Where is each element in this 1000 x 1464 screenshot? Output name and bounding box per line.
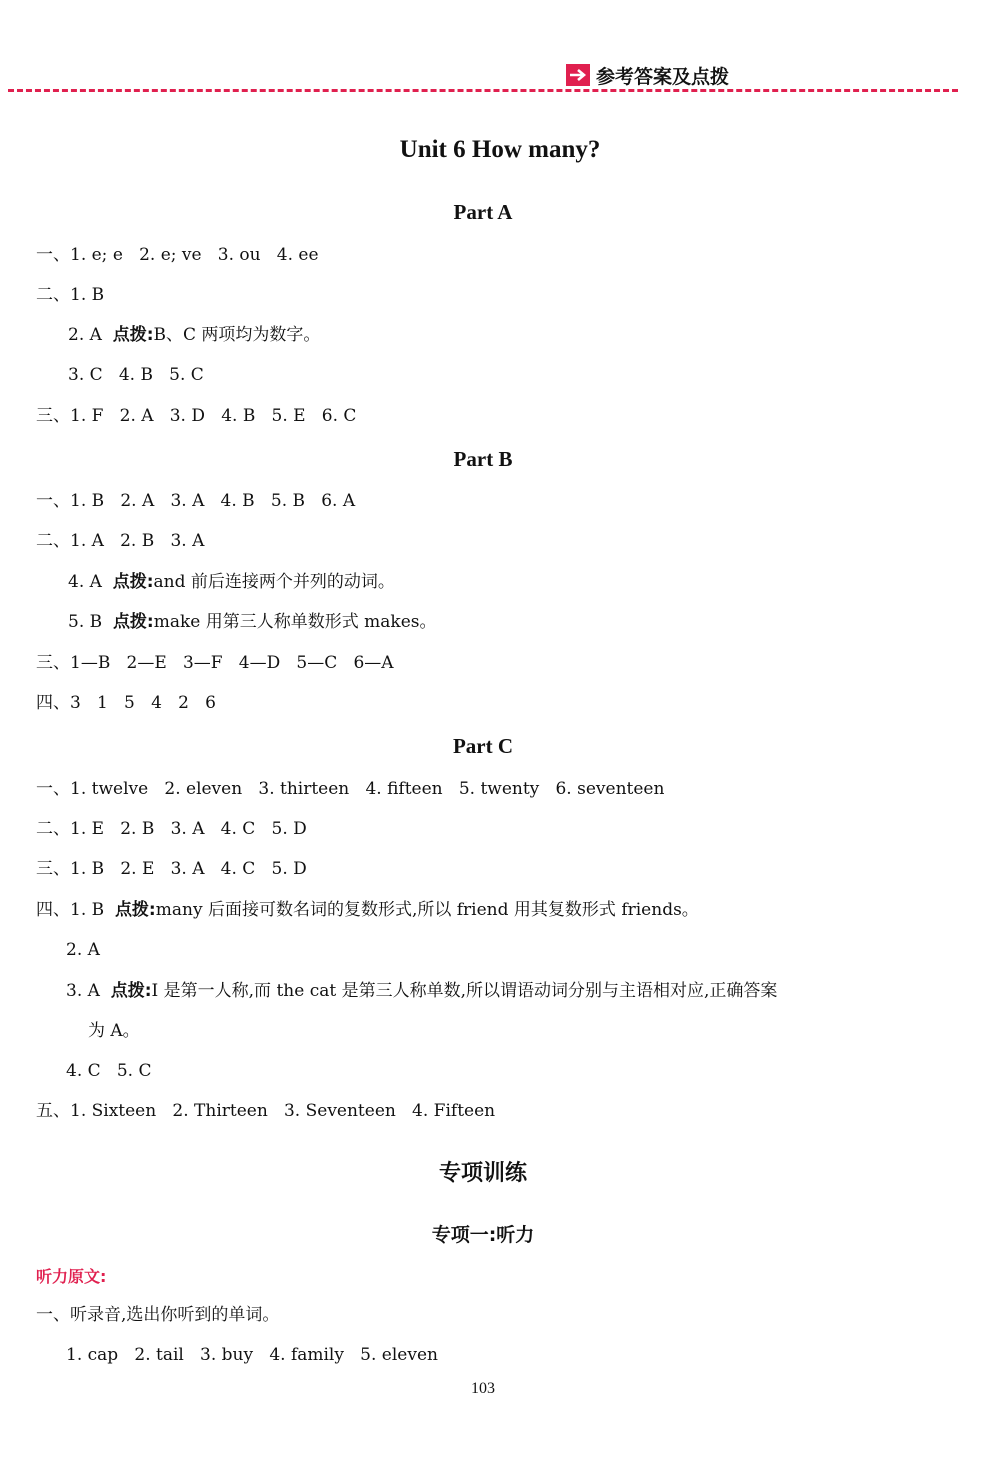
listening-script-label: 听力原文: [36,1267,107,1286]
part-c-heading: Part C [452,734,514,758]
answer-line: 五、1. Sixteen 2. Thirteen 3. Seventeen 4. Fifteen [36,1101,496,1121]
special-one-heading: 专项一:听力 [431,1224,535,1246]
answer-line: 2. A [66,940,100,960]
answer-line: 3. C 4. B 5. C [68,365,204,385]
question-line: 一、听录音,选出你听到的单词。 [36,1305,280,1325]
special-training-heading: 专项训练 [438,1161,527,1186]
tip-text: many 后面接可数名词的复数形式,所以 friend 用其复数形式 friends。 [155,900,699,920]
answer-line: 一、1. B 2. A 3. A 4. B 5. B 6. A [36,491,356,511]
answer-line-with-tip [66,979,777,1003]
answer-line: 四、3 1 5 4 2 6 [36,693,216,713]
tip-text: and 前后连接两个并列的动词。 [153,572,395,592]
answer-line: 二、1. B [36,285,105,305]
part-b-heading: Part B [453,447,513,471]
tip-label: 点拨: [112,572,154,592]
answer: 四、1. B [36,900,115,920]
page-header [0,60,1000,100]
answer-line: 1. cap 2. tail 3. buy 4. family 5. eleven [66,1345,438,1365]
unit-title: Unit 6 How many? [399,136,601,163]
tip-label: 点拨: [110,981,152,1001]
arrow-right-icon [566,64,590,86]
tip-label: 点拨: [112,612,154,632]
answer-line: 三、1. B 2. E 3. A 4. C 5. D [36,859,307,879]
tip-text: I 是第一人称,而 the cat 是第三人称单数,所以谓语动词分别与主语相对应,正确答案 [151,981,778,1001]
answer-line: 4. C 5. C [66,1061,152,1081]
answer-tag [566,60,729,90]
tip-text: make 用第三人称单数形式 makes。 [153,612,437,632]
header-divider [8,89,958,92]
answer-line: 三、1. F 2. A 3. D 4. B 5. E 6. C [36,406,357,426]
answer-line-with-tip [68,610,437,634]
answer-line-with-tip [68,323,320,347]
answer-line: 三、1—B 2—E 3—F 4—D 5—C 6—A [36,653,394,673]
answer-tag-label: 参考答案及点拨 [596,65,730,88]
tip-text: B、C 两项均为数字。 [153,325,321,345]
answer: 2. A [68,325,113,345]
tip-label: 点拨: [114,900,156,920]
answer-line: 一、1. e; e 2. e; ve 3. ou 4. ee [36,245,319,265]
answer: 5. B [68,612,113,632]
answer-line-continuation: 为 A。 [88,1021,140,1041]
answer: 3. A [66,981,111,1001]
page-number: 103 [471,1380,495,1397]
tip-label: 点拨: [112,325,154,345]
answer-line: 二、1. A 2. B 3. A [36,531,205,551]
answer-line-with-tip [68,570,395,594]
answer-line-with-tip [36,898,699,922]
answer-line: 二、1. E 2. B 3. A 4. C 5. D [36,819,307,839]
answer-line: 一、1. twelve 2. eleven 3. thirteen 4. fifteen 5. twenty 6. seventeen [36,779,665,799]
answer: 4. A [68,572,113,592]
part-a-heading: Part A [453,200,513,224]
